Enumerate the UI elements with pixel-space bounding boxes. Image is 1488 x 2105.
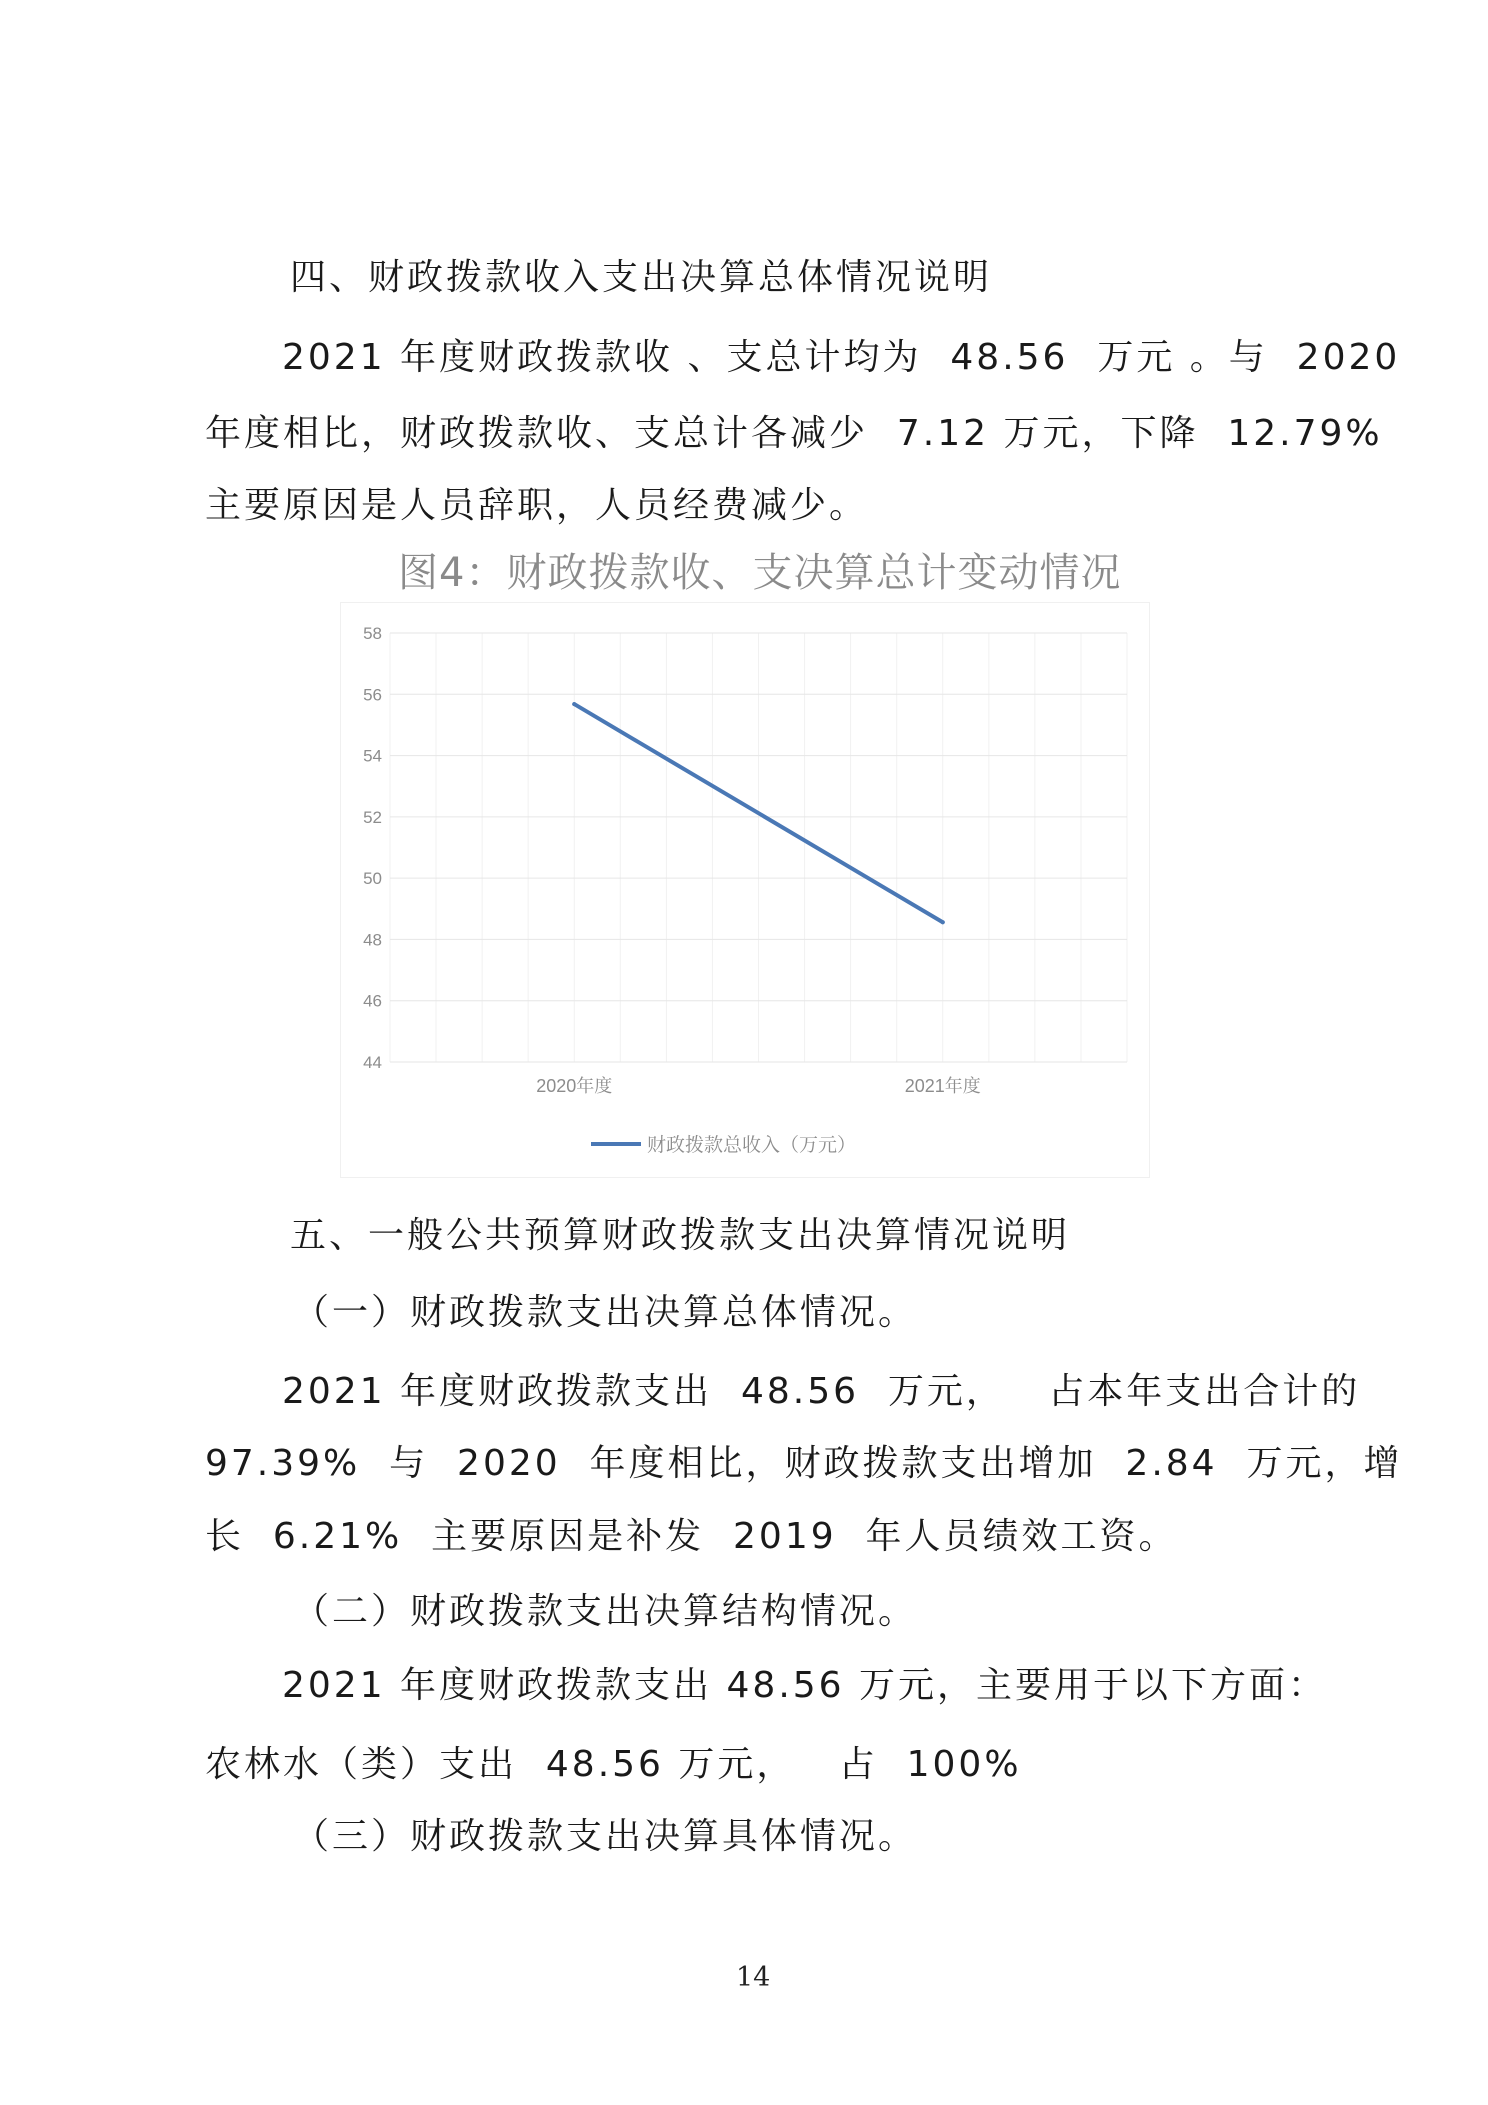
sub2-heading: （二）财政拨款支出决算结构情况。 bbox=[293, 1591, 918, 1632]
line-chart bbox=[341, 603, 1149, 1177]
y-tick-label: 48 bbox=[363, 930, 382, 950]
y-tick-label: 52 bbox=[363, 807, 382, 827]
sub3-heading: （三）财政拨款支出决算具体情况。 bbox=[293, 1816, 918, 1857]
chart-frame bbox=[340, 602, 1150, 1178]
x-tick-label: 2021年度 bbox=[904, 1076, 981, 1096]
y-tick-label: 50 bbox=[363, 869, 382, 889]
section4-paragraph-line: 2021 年度财政拨款收 、支总计均为 48.56 万元 。与 2020 bbox=[282, 337, 1401, 378]
data-point bbox=[572, 702, 576, 706]
y-tick-label: 58 bbox=[363, 624, 382, 643]
y-tick-label: 54 bbox=[363, 746, 382, 766]
section4-paragraph-line: 主要原因是人员辞职，人员经费减少。 bbox=[205, 485, 869, 526]
section4-paragraph-line: 年度相比，财政拨款收、支总计各减少 7.12 万元，下降 12.79% bbox=[205, 413, 1383, 454]
data-point bbox=[941, 920, 945, 924]
sub2-paragraph-line: 农林水（类）支出 48.56 万元， 占 100% bbox=[205, 1744, 1022, 1785]
sub1-paragraph-line: 97.39% 与 2020 年度相比，财政拨款支出增加 2.84 万元，增 bbox=[205, 1443, 1403, 1484]
legend-label: 财政拨款总收入（万元） bbox=[647, 1134, 857, 1156]
page-number: 14 bbox=[736, 1962, 771, 1993]
sub2-paragraph-line: 2021 年度财政拨款支出 48.56 万元，主要用于以下方面： bbox=[282, 1665, 1328, 1706]
y-tick-label: 46 bbox=[363, 991, 382, 1011]
section5-heading: 五、一般公共预算财政拨款支出决算情况说明 bbox=[290, 1215, 1071, 1256]
y-tick-label: 44 bbox=[363, 1053, 382, 1072]
sub1-paragraph-line: 长 6.21% 主要原因是补发 2019 年人员绩效工资。 bbox=[205, 1516, 1178, 1557]
y-tick-label: 56 bbox=[363, 685, 382, 705]
section4-heading: 四、财政拨款收入支出决算总体情况说明 bbox=[290, 257, 993, 298]
sub1-heading: （一）财政拨款支出决算总体情况。 bbox=[293, 1292, 918, 1333]
sub1-paragraph-line: 2021 年度财政拨款支出 48.56 万元， 占本年支出合计的 bbox=[282, 1371, 1361, 1412]
x-tick-label: 2020年度 bbox=[536, 1076, 613, 1096]
chart-title: 图4：财政拨款收、支决算总计变动情况 bbox=[398, 550, 1122, 596]
